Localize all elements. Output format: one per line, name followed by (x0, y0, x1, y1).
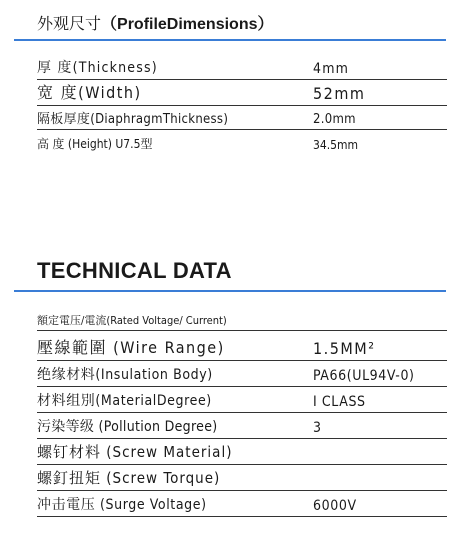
profile-title-cn: 外观尺寸 (37, 14, 102, 33)
profile-title-en: （ProfileDimensions） (101, 16, 274, 33)
section-divider (14, 290, 446, 292)
table-row (37, 308, 447, 331)
row-value: 3 (313, 420, 322, 436)
table-row (37, 415, 447, 439)
section-divider (14, 39, 446, 41)
row-label: 額定電压/電流(Rated Voltage/ Current) (37, 314, 227, 327)
table-row (37, 58, 447, 80)
row-value: 6000V (313, 498, 357, 514)
row-label: 隔板厚度(DiaphragmThickness) (37, 112, 229, 127)
technical-data-title: TECHNICAL DATA (37, 258, 232, 283)
row-label: 污染等级 (Pollution Degree) (37, 419, 218, 435)
row-value: 1.5MM² (313, 339, 376, 358)
row-value: 52mm (313, 84, 366, 103)
row-label: 绝缘材料(Insulation Body) (37, 367, 213, 383)
row-value: 34.5mm (313, 138, 359, 152)
table-row (37, 107, 447, 130)
table-row (37, 492, 447, 517)
row-label: 壓線範圍 (Wire Range) (37, 338, 225, 357)
table-row (37, 132, 447, 154)
table-row (37, 81, 447, 106)
table-row (37, 335, 447, 361)
row-value: PA66(UL94V-0) (313, 368, 415, 384)
row-value: I CLASS (313, 394, 366, 410)
table-row (37, 363, 447, 387)
row-label: 冲击電压 (Surge Voltage) (37, 497, 207, 513)
profile-dimensions-title (37, 11, 274, 34)
row-value: 4mm (313, 61, 350, 77)
row-label: 螺钉材料 (Screw Material) (37, 443, 233, 461)
row-label: 高 度 (Height) U7.5型 (37, 137, 153, 151)
row-label: 材料组別(MaterialDegree) (37, 393, 212, 409)
row-label: 螺釘扭矩 (Screw Torque) (37, 469, 221, 487)
table-row (37, 389, 447, 413)
row-value: 2.0mm (313, 112, 356, 127)
row-label: 厚 度(Thickness) (37, 60, 158, 76)
table-row (37, 466, 447, 491)
table-row (37, 440, 447, 465)
row-label: 宽 度(Width) (37, 83, 142, 102)
